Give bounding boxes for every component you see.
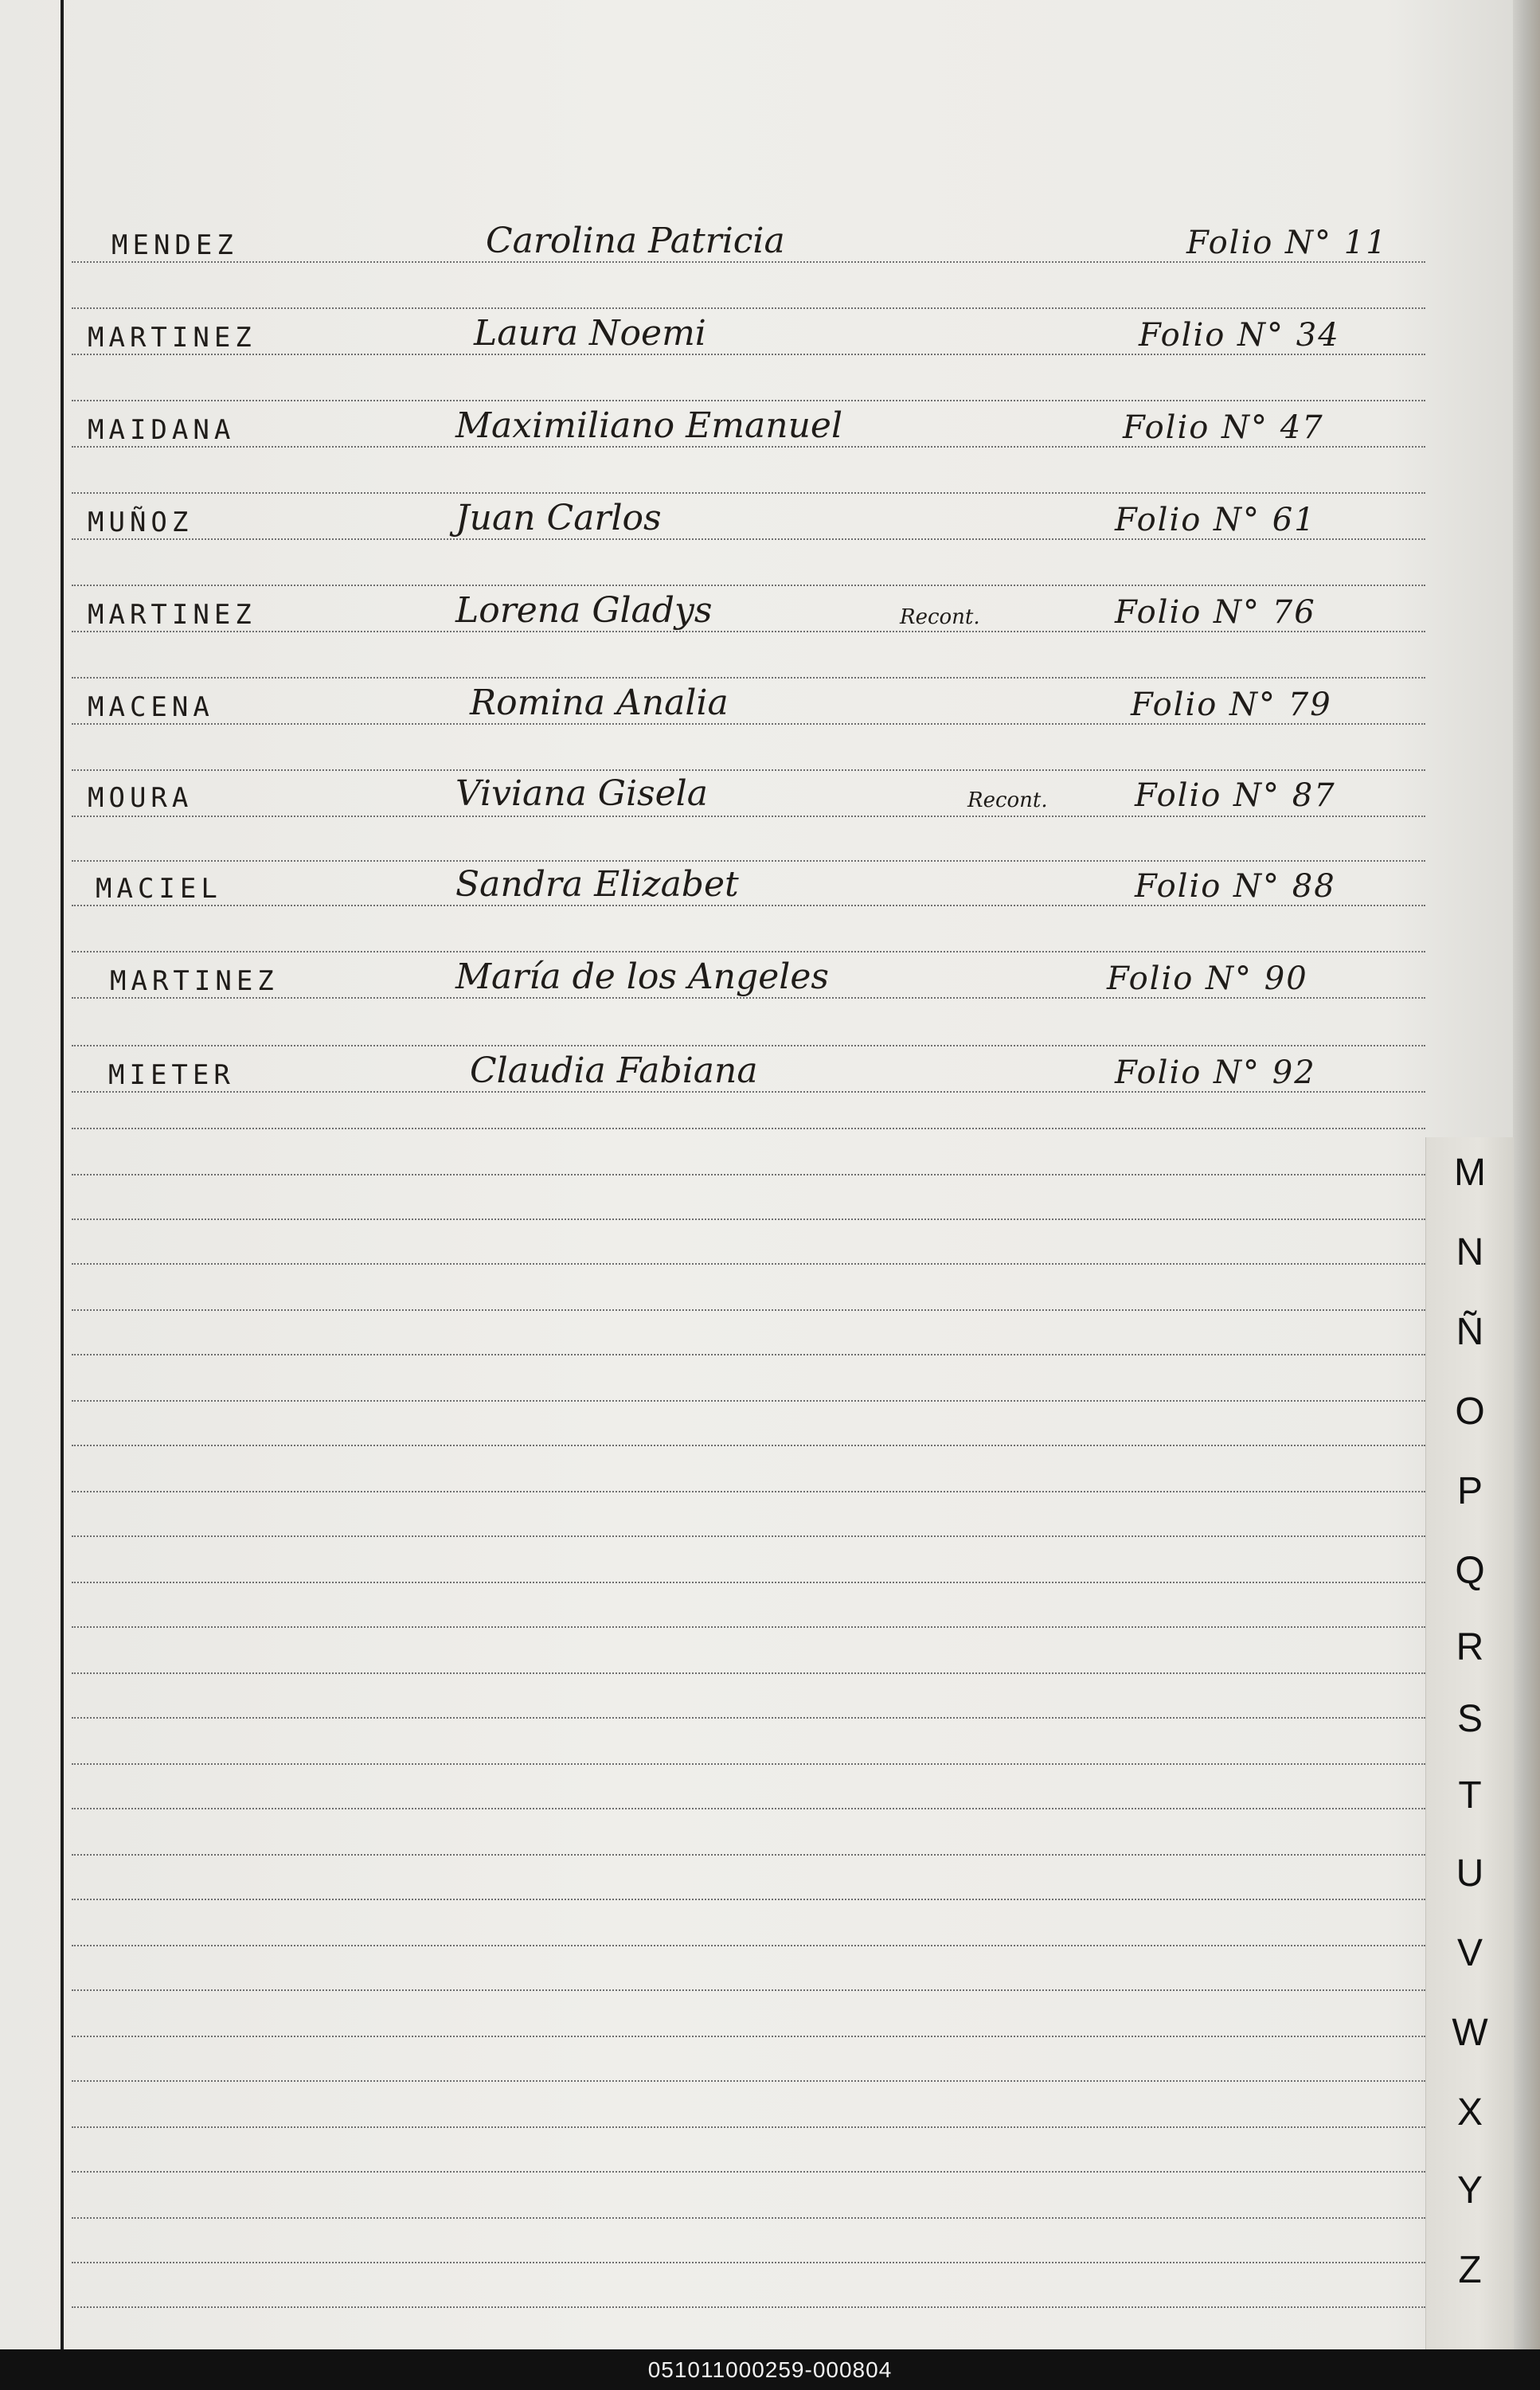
ruled-line [72,1989,1425,1991]
entry-folio: Folio N° 61 [1115,502,1316,538]
ruled-line [72,1945,1425,1946]
ruled-line [72,2036,1425,2037]
ruled-line [72,2217,1425,2219]
ledger-entry [72,494,1425,542]
ruled-line [72,400,1425,401]
index-tab-o[interactable]: O [1455,1391,1485,1433]
entry-surname: MARTINEZ [88,599,256,631]
ruled-line [72,1763,1425,1765]
entry-folio: Folio N° 87 [1135,777,1336,814]
document-id-footer: 051011000259-000804 [0,2349,1540,2390]
ruled-line [72,997,1425,999]
index-tab-n[interactable]: N [1456,1231,1484,1273]
ruled-line [72,307,1425,309]
index-tab-y[interactable]: Y [1456,2169,1483,2212]
entry-folio: Folio N° 92 [1115,1054,1316,1091]
ledger-sheet [72,0,1425,2349]
ruled-line [72,1263,1425,1265]
entry-folio: Folio N° 11 [1186,225,1388,261]
index-tab-w[interactable]: W [1452,2012,1488,2054]
ruled-line [72,2171,1425,2173]
ledger-entry [72,401,1425,449]
ruled-line [72,1400,1425,1402]
entry-folio: Folio N° 47 [1123,409,1324,446]
entry-surname: MACENA [88,691,214,723]
ruled-line [72,1491,1425,1492]
ruled-line [72,2080,1425,2082]
ruled-line [72,677,1425,679]
entry-given-name: María de los Angeles [455,956,829,997]
entry-note: Recont. [900,605,980,629]
ruled-line [72,538,1425,540]
index-tab-v[interactable]: V [1456,1932,1483,1974]
ruled-line [72,631,1425,632]
entry-surname: MENDEZ [111,229,238,261]
ruled-line [72,860,1425,862]
ruled-line [72,1717,1425,1719]
index-tab-r[interactable]: R [1456,1626,1484,1668]
index-tab-q[interactable]: Q [1455,1550,1485,1592]
entry-folio: Folio N° 76 [1115,594,1316,631]
entry-folio: Folio N° 34 [1139,317,1340,354]
ruled-line [72,1045,1425,1046]
alphabet-index-tabs [1425,1137,1514,2349]
entry-surname: MOURA [88,782,193,814]
ruled-line [72,816,1425,817]
index-tab-t[interactable]: T [1458,1774,1482,1817]
index-tab-z[interactable]: Z [1458,2249,1482,2291]
entry-given-name: Maximiliano Emanuel [455,405,843,446]
index-tab-x[interactable]: X [1456,2091,1483,2134]
ledger-entry [72,860,1425,908]
ruled-line [72,492,1425,494]
entry-given-name: Laura Noemi [474,313,706,354]
ledger-entry [72,1046,1425,1094]
entry-given-name: Viviana Gisela [455,773,708,814]
ruled-line [72,261,1425,263]
ruled-line [72,1626,1425,1628]
ledger-entry [72,217,1425,264]
ruled-line [72,905,1425,906]
entry-given-name: Carolina Patricia [486,221,785,261]
ruled-line [72,354,1425,355]
ledger-entry [72,952,1425,1000]
ruled-line [72,1582,1425,1583]
ruled-line [72,1854,1425,1856]
entry-given-name: Lorena Gladys [455,590,713,631]
entry-given-name: Juan Carlos [455,498,662,538]
margin-line [61,0,64,2349]
ruled-line [72,769,1425,771]
ruled-line [72,446,1425,448]
entry-surname: MARTINEZ [88,322,256,354]
ledger-entry [72,309,1425,357]
entry-surname: MAIDANA [88,414,236,446]
index-tab-enye[interactable]: Ñ [1456,1311,1484,1353]
index-tab-u[interactable]: U [1456,1852,1484,1895]
ruled-line [72,2126,1425,2128]
entry-surname: MIETER [108,1059,235,1091]
ruled-line [72,1354,1425,1355]
entry-folio: Folio N° 88 [1135,868,1336,905]
entry-given-name: Claudia Fabiana [470,1050,758,1091]
ledger-entry [72,679,1425,726]
ruled-line [72,1174,1425,1175]
ruled-line [72,1808,1425,1809]
ruled-line [72,1445,1425,1446]
entry-given-name: Sandra Elizabet [455,864,739,905]
ledger-entry [72,769,1425,817]
entry-surname: MUÑOZ [88,507,193,538]
ruled-line [72,1309,1425,1311]
index-tab-p[interactable]: P [1456,1470,1483,1512]
ruled-line [72,1091,1425,1093]
ruled-line [72,1128,1425,1129]
entry-note: Recont. [967,788,1048,812]
entry-folio: Folio N° 90 [1107,960,1308,997]
entry-folio: Folio N° 79 [1131,686,1332,723]
index-tab-s[interactable]: S [1456,1698,1483,1740]
ruled-line [72,723,1425,725]
ruled-line [72,1672,1425,1674]
ruled-line [72,1535,1425,1537]
ruled-line [72,2262,1425,2263]
page-edge-shadow [1513,0,1540,2349]
ruled-line [72,951,1425,952]
entry-surname: MARTINEZ [110,965,279,997]
ruled-line [72,1899,1425,1900]
entry-given-name: Romina Analia [470,683,729,723]
entry-surname: MACIEL [96,873,222,905]
index-tab-m[interactable]: M [1454,1152,1486,1194]
ledger-entry [72,586,1425,634]
ruled-line [72,1218,1425,1220]
ruled-line [72,585,1425,586]
ruled-line [72,2306,1425,2308]
